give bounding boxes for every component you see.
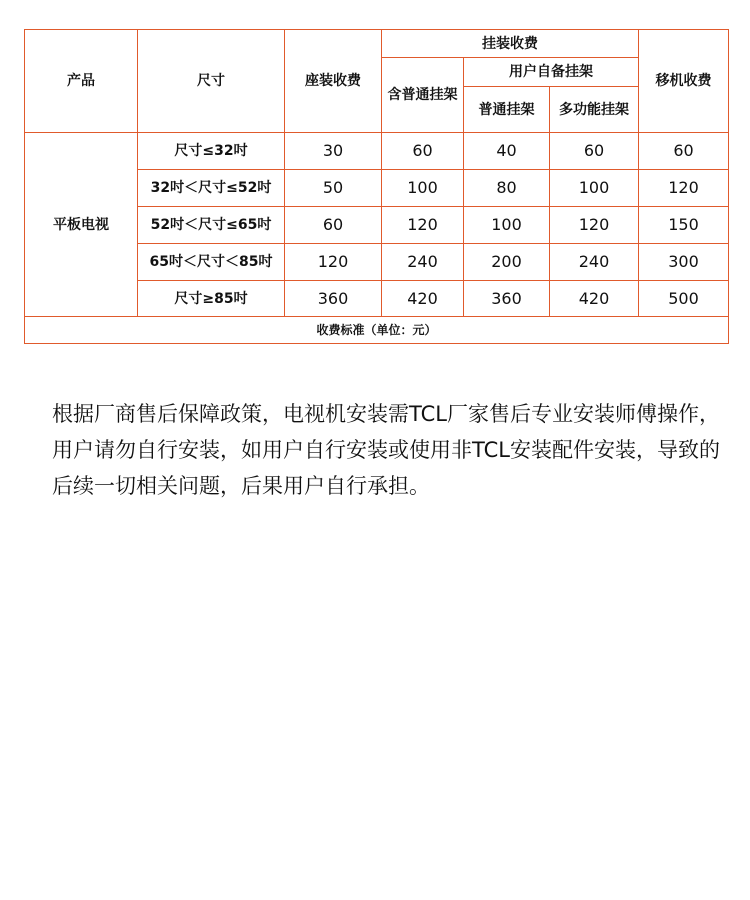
cell-size: 尺寸≤32吋 [138,133,285,170]
notice-text: 根据厂商售后保障政策，电视机安装需TCL厂家售后专业安装师傅操作，用户请勿自行安装，如用户自行安装或使用非TCL安装配件安装，导致的后续一切相关问题，后果用户自行承担。 [52,402,720,498]
cell-move: 60 [639,133,729,170]
cell-move: 300 [639,244,729,281]
header-move-fee: 移机收费 [639,30,729,133]
header-normal-mount: 普通挂架 [464,87,550,133]
header-multi-mount: 多功能挂架 [550,87,639,133]
table-footer: 收费标准（单位：元） [25,317,729,344]
header-size: 尺寸 [138,30,285,133]
cell-seat: 30 [285,133,382,170]
cell-size: 65吋＜尺寸＜85吋 [138,244,285,281]
header-product: 产品 [25,30,138,133]
header-user-mount: 用户自备挂架 [464,58,639,87]
cell-seat: 360 [285,281,382,317]
product-name: 平板电视 [25,133,138,317]
cell-normal: 200 [464,244,550,281]
header-mount-fee: 挂装收费 [382,30,639,58]
cell-move: 120 [639,170,729,207]
cell-include: 420 [382,281,464,317]
cell-multi: 100 [550,170,639,207]
cell-size: 52吋＜尺寸≤65吋 [138,207,285,244]
cell-normal: 40 [464,133,550,170]
cell-include: 120 [382,207,464,244]
cell-multi: 60 [550,133,639,170]
cell-move: 500 [639,281,729,317]
cell-include: 100 [382,170,464,207]
cell-include: 60 [382,133,464,170]
cell-include: 240 [382,244,464,281]
cell-seat: 60 [285,207,382,244]
cell-seat: 120 [285,244,382,281]
cell-seat: 50 [285,170,382,207]
table-row [25,133,729,170]
fee-table [24,29,729,344]
cell-size: 尺寸≥85吋 [138,281,285,317]
header-include-mount: 含普通挂架 [382,58,464,133]
cell-normal: 80 [464,170,550,207]
cell-move: 150 [639,207,729,244]
cell-multi: 420 [550,281,639,317]
cell-multi: 240 [550,244,639,281]
cell-multi: 120 [550,207,639,244]
header-seat-fee: 座装收费 [285,30,382,133]
cell-size: 32吋＜尺寸≤52吋 [138,170,285,207]
cell-normal: 360 [464,281,550,317]
cell-normal: 100 [464,207,550,244]
